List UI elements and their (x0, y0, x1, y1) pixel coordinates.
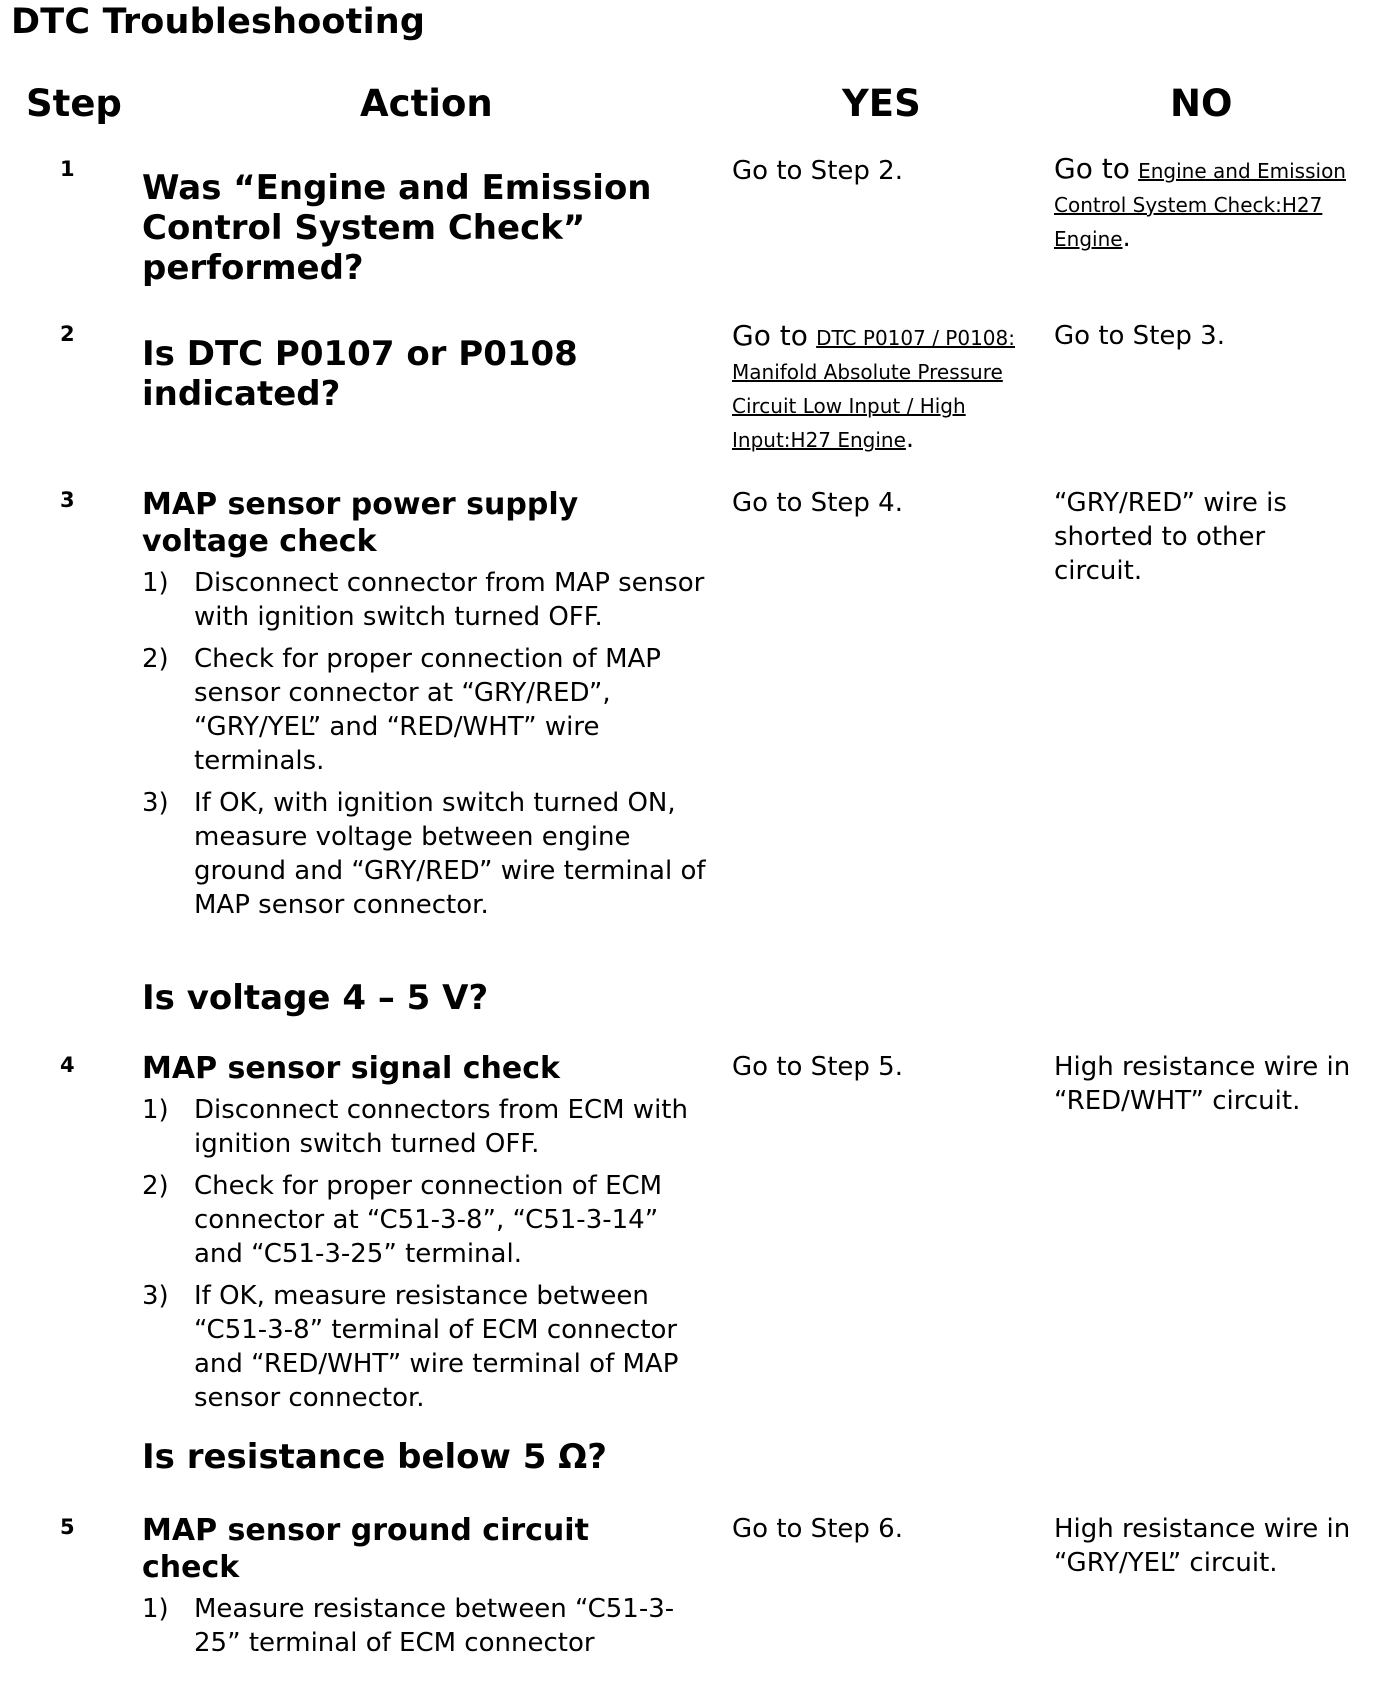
step-4-yes: Go to Step 5. (732, 1052, 903, 1082)
step-3-item-2: 2) Check for proper connection of MAP sensor connector at “GRY/RED”, “GRY/YEL” and “RED/WHT” wire terminals. (142, 644, 661, 776)
step-3-question: Is voltage 4 – 5 V? (142, 978, 489, 1018)
step-number-2: 2 (60, 322, 75, 346)
step-4-title: MAP sensor signal check (142, 1051, 560, 1086)
step-5-action (142, 1512, 712, 1668)
column-header-step: Step (26, 82, 122, 125)
step-5-list (142, 1592, 712, 1660)
step-2-action (142, 334, 612, 414)
step-2-yes-suffix: . (905, 424, 915, 454)
step-number-3: 3 (60, 488, 75, 512)
step-number-5: 5 (60, 1515, 75, 1539)
step-3-yes: Go to Step 4. (732, 488, 903, 518)
page-title: DTC Troubleshooting (11, 2, 426, 42)
step-5-yes: Go to Step 6. (732, 1514, 903, 1544)
step-3-question-wrap (142, 978, 712, 1018)
step-number-1: 1 (60, 157, 75, 181)
step-4-no: High resistance wire in “RED/WHT” circuit. (1054, 1052, 1351, 1116)
column-header-yes: YES (842, 82, 921, 125)
step-3-list (142, 566, 712, 922)
step-4-question-wrap (142, 1437, 712, 1477)
step-3-title: MAP sensor power supply voltage check (142, 487, 579, 559)
column-header-action: Action (360, 82, 493, 125)
step-3-action (142, 486, 712, 930)
step-1-no-link[interactable]: Engine and Emission Control System Check:H27 Engine (1054, 159, 1346, 251)
step-2-yes (732, 319, 1032, 456)
step-1-no-prefix: Go to (1054, 152, 1130, 185)
step-2-yes-prefix: Go to (732, 319, 808, 352)
step-3-no: “GRY/RED” wire is shorted to other circuit. (1054, 488, 1287, 586)
step-5-title: MAP sensor ground circuit check (142, 1513, 589, 1585)
step-4-question: Is resistance below 5 Ω? (142, 1437, 607, 1477)
column-header-no: NO (1170, 82, 1233, 125)
step-3-item-1: 1) Disconnect connector from MAP sensor with ignition switch turned OFF. (142, 568, 705, 632)
step-2-yes-link[interactable]: DTC P0107 / P0108: Manifold Absolute Pressure Circuit Low Input / High Input:H27 Engine (732, 326, 1015, 452)
step-5-no: High resistance wire in “GRY/YEL” circuit. (1054, 1514, 1351, 1578)
step-5-item-1: 1) Measure resistance between “C51-3-25” terminal of ECM connector (142, 1594, 675, 1658)
step-4-item-3: 3) If OK, measure resistance between “C51-3-8” terminal of ECM connector and “RED/WHT” wire terminal of MAP sensor connector. (142, 1281, 679, 1413)
step-4-action (142, 1050, 712, 1423)
step-2-no: Go to Step 3. (1054, 321, 1225, 351)
step-number-4: 4 (60, 1053, 75, 1077)
step-4-item-1: 1) Disconnect connectors from ECM with ignition switch turned OFF. (142, 1095, 688, 1159)
step-1-no-suffix: . (1122, 223, 1131, 253)
step-2-question: Is DTC P0107 or P0108 indicated? (142, 334, 578, 414)
step-1-yes: Go to Step 2. (732, 156, 903, 186)
step-4-item-2: 2) Check for proper connection of ECM connector at “C51-3-8”, “C51-3-14” and “C51-3-25” terminal. (142, 1171, 663, 1269)
step-1-no (1054, 152, 1354, 255)
step-4-list (142, 1093, 712, 1415)
step-1-action (142, 168, 702, 288)
step-1-question: Was “Engine and Emission Control System Check” performed? (142, 168, 652, 288)
step-3-item-3: 3) If OK, with ignition switch turned ON, measure voltage between engine ground and “GRY/RED” wire terminal of MAP sensor connector. (142, 788, 706, 920)
